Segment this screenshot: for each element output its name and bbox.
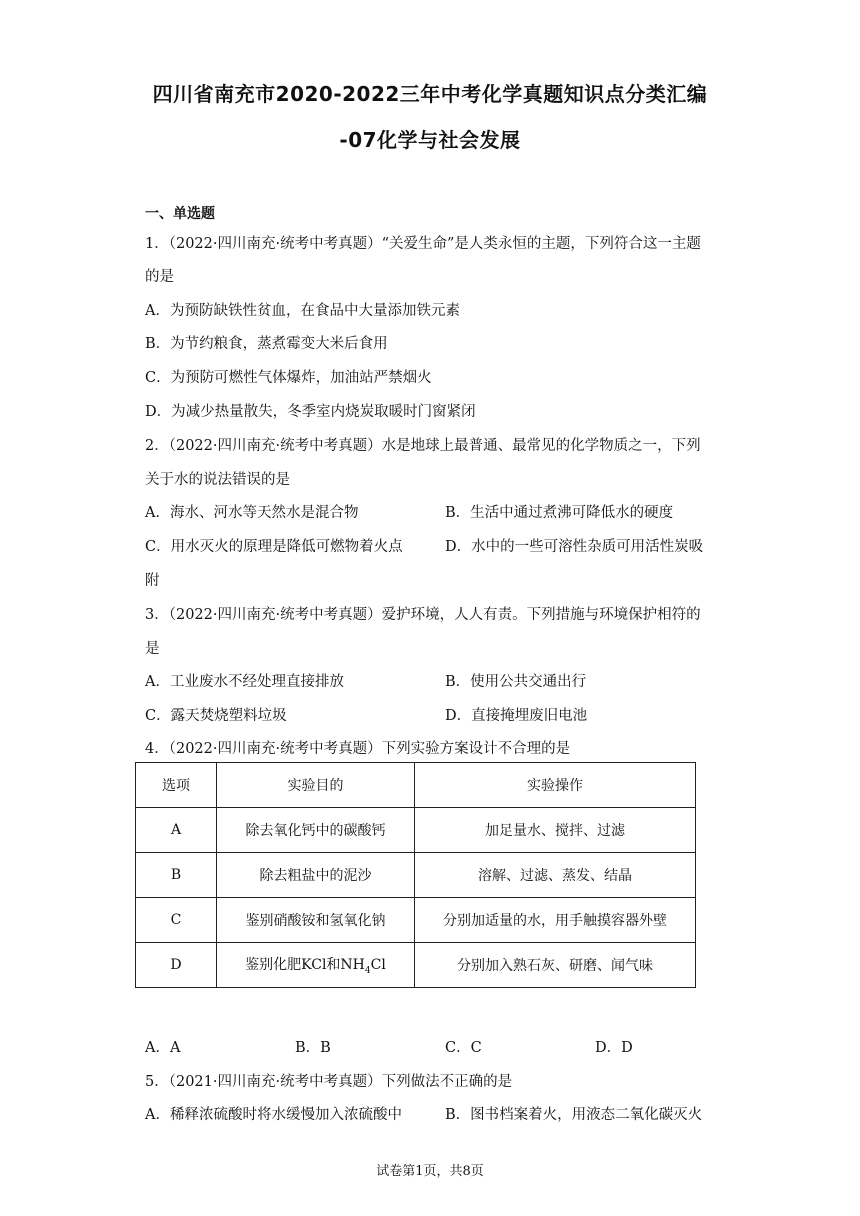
q1-option-c: C．为预防可燃性气体爆炸，加油站严禁烟火 <box>145 370 432 386</box>
table-cell: 分别加入熟石灰、研磨、闻气味 <box>415 943 696 988</box>
q2-option-d: D．水中的一些可溶性杂质可用活性炭吸 <box>445 539 704 555</box>
q4-option-b: B．B <box>295 1040 331 1056</box>
page-footer: 试卷第1页，共8页 <box>376 1164 484 1179</box>
experiment-table <box>135 762 696 988</box>
q3-option-c: C．露天焚烧塑料垃圾 <box>145 708 287 724</box>
q5-option-a: A．稀释浓硫酸时将水缓慢加入浓硫酸中 <box>145 1107 402 1123</box>
table-cell: B <box>136 853 217 898</box>
table-row <box>136 943 696 988</box>
q4-option-a: A．A <box>145 1040 181 1056</box>
document-title-line1: 四川省南充市2020-2022三年中考化学真题知识点分类汇编 <box>152 82 708 106</box>
q2-option-a: A．海水、河水等天然水是混合物 <box>145 505 359 521</box>
q4-stem: 4．（2022·四川南充·统考中考真题）下列实验方案设计不合理的是 <box>145 741 571 757</box>
table-cell: 加足量水、搅拌、过滤 <box>415 808 696 853</box>
q2-stem-line2: 关于水的说法错误的是 <box>145 472 290 488</box>
table-header-cell: 选项 <box>136 763 217 808</box>
q1-stem-line2: 的是 <box>145 269 174 285</box>
table-cell: 除去粗盐中的泥沙 <box>217 853 415 898</box>
table-row <box>136 898 696 943</box>
q3-stem-line1: 3．（2022·四川南充·统考中考真题）爱护环境，人人有责。下列措施与环境保护相符的 <box>145 607 701 623</box>
table-row <box>136 808 696 853</box>
q3-option-a: A．工业废水不经处理直接排放 <box>145 674 344 690</box>
table-cell: 除去氧化钙中的碳酸钙 <box>217 808 415 853</box>
q4-option-d: D．D <box>595 1040 633 1056</box>
table-cell: D <box>136 943 217 988</box>
table-cell: 溶解、过滤、蒸发、结晶 <box>415 853 696 898</box>
document-title-line2: -07化学与社会发展 <box>339 128 521 152</box>
q2-stem-line1: 2．（2022·四川南充·统考中考真题）水是地球上最普通、最常见的化学物质之一，下列 <box>145 438 701 454</box>
q2-option-d-cont: 附 <box>145 573 160 589</box>
table-header-cell: 实验目的 <box>217 763 415 808</box>
table-header-cell: 实验操作 <box>415 763 696 808</box>
q3-stem-line2: 是 <box>145 641 160 657</box>
table-cell: 鉴别硝酸铵和氢氧化钠 <box>217 898 415 943</box>
section-heading: 一、单选题 <box>145 206 215 222</box>
table-cell: A <box>136 808 217 853</box>
table-row <box>136 853 696 898</box>
table-cell: 分别加适量的水，用手触摸容器外壁 <box>415 898 696 943</box>
q1-option-b: B．为节约粮食，蒸煮霉变大米后食用 <box>145 336 388 352</box>
q5-option-b: B．图书档案着火，用液态二氧化碳灭火 <box>445 1107 703 1123</box>
table-cell: C <box>136 898 217 943</box>
q5-stem: 5．（2021·四川南充·统考中考真题）下列做法不正确的是 <box>145 1074 513 1090</box>
q1-stem-line1: 1．（2022·四川南充·统考中考真题）“关爱生命”是人类永恒的主题，下列符合这一主题 <box>145 236 701 252</box>
q3-option-d: D．直接掩埋废旧电池 <box>445 708 588 724</box>
table-header-row <box>136 763 696 808</box>
table-cell: 鉴别化肥KCl和$NH_4Cl$ <box>217 943 415 988</box>
q2-option-b: B．生活中通过煮沸可降低水的硬度 <box>445 505 674 521</box>
q1-option-a: A．为预防缺铁性贫血，在食品中大量添加铁元素 <box>145 303 460 319</box>
q4-option-c: C．C <box>445 1040 482 1056</box>
q1-option-d: D．为减少热量散失，冬季室内烧炭取暖时门窗紧闭 <box>145 404 476 420</box>
q2-option-c: C．用水灭火的原理是降低可燃物着火点 <box>145 539 403 555</box>
q3-option-b: B．使用公共交通出行 <box>445 674 587 690</box>
